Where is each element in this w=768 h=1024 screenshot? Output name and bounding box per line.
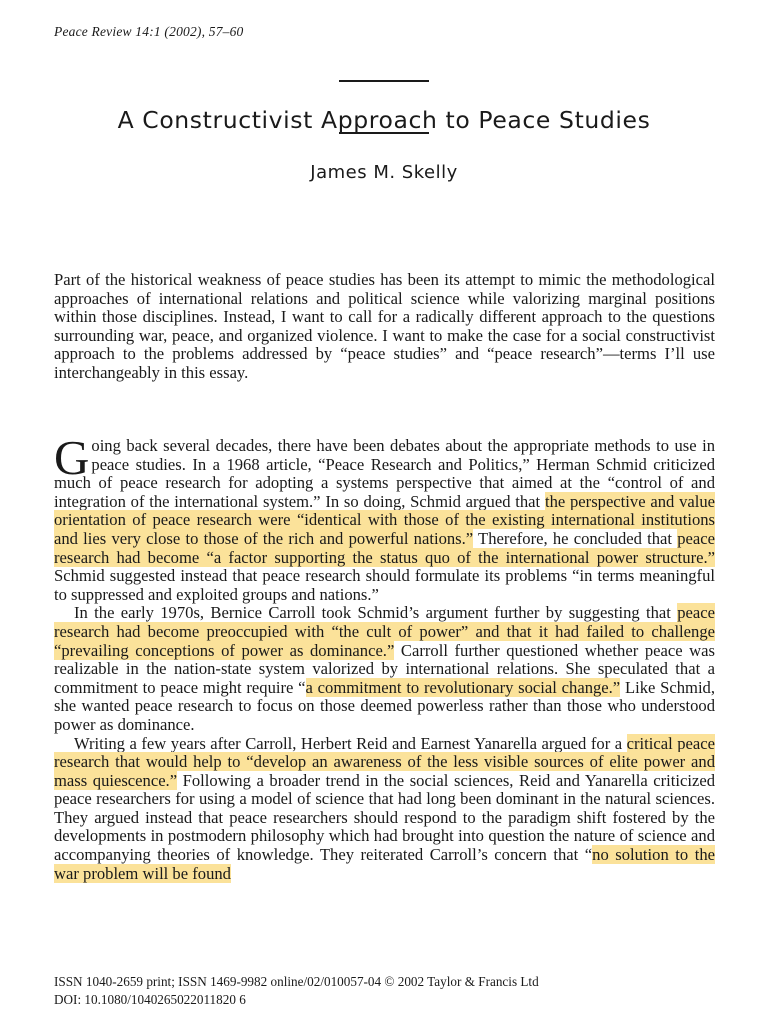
highlighted-text: peace research had become preoccupied with “the cult of power” and that it had failed to challenge “prevailing conceptions of power as dominance.” [54, 603, 715, 660]
highlighted-text: the perspective and value orientation of peace research were “identical with those of the existing international institutions and lies very close to those of the rich and powerful nations.” [54, 491, 716, 548]
title-rule-top [339, 80, 429, 82]
issn-line: ISSN 1040-2659 print; ISSN 1469-9982 online/02/010057-04 © 2002 Taylor & Francis Ltd [54, 974, 539, 989]
drop-cap: G [54, 430, 90, 485]
body-paragraph [54, 430, 716, 604]
abstract-paragraph: Part of the historical weakness of peace studies has been its attempt to mimic the methodological approaches of international relations and political science while valorizing marginal positions within those disciplines. Instead, I want to call for a radically different approach to the questions surrounding war, peace, and organized violence. I want to make the case for a social constructivist approach to the problems addressed by “peace studies” and “peace research”—terms I’ll use interchangeably in this essay. [54, 270, 715, 382]
author-name: James M. Skelly [310, 162, 458, 183]
highlighted-text: a commitment to revolutionary social change.” [305, 677, 621, 697]
footer [54, 973, 539, 1009]
text-segment: Writing a few years after Carroll, Herbert Reid and Earnest Yanarella argued for a [74, 733, 627, 753]
text-segment: Schmid suggested instead that peace research should formulate its problems “in terms meaningful to suppressed and exploited groups and nations.” [54, 566, 715, 604]
body-paragraph [54, 735, 715, 884]
abstract-section [54, 271, 715, 383]
highlighted-text: critical peace research that would help to “develop an awareness of the less visible sources of elite power and mass quiescence.” [54, 733, 715, 790]
highlighted-text: peace research had become “a factor supporting the status quo of the international power structure.” [54, 528, 715, 567]
text-segment: Like Schmid, she wanted peace research to focus on those deemed powerless rather than those who understood power as dominance. [54, 677, 715, 734]
main-body [54, 430, 716, 883]
highlighted-text: no solution to the war problem will be found [54, 845, 715, 883]
title-rule-bottom [339, 132, 429, 134]
body-paragraph [54, 604, 715, 734]
article-title: A Constructivist Approach to Peace Studies [117, 105, 651, 134]
text-segment: In the early 1970s, Bernice Carroll took Schmid’s argument further by suggesting that [74, 603, 678, 623]
doi-line: DOI: 10.1080/1040265022011820 6 [54, 992, 246, 1007]
text-segment: oing back several decades, there have been debates about the appropriate methods to use in peace studies. In a 1968 article, “Peace Research and Politics,” Herman Schmid criticized much of peace research for adopting a systems perspective that aimed at the “control of and integration of the international system.” In so doing, Schmid argued that [54, 436, 715, 511]
journal-reference: Peace Review 14:1 (2002), 57–60 [54, 24, 244, 39]
text-segment: Carroll further questioned whether peace was realizable in the nation-state system valorized by international relations. She speculated that a commitment to peace might require “ [54, 640, 715, 697]
text-segment: Following a broader trend in the social sciences, Reid and Yanarella criticized peace researchers for using a model of science that had long been dominant in the natural sciences. They argued instead that peace researchers should respond to the paradigm shift fostered by the developments in postmodern philosophy which had brought into question the nature of science and accompanying theories of knowledge. They reiterated Carroll’s concern that “ [54, 770, 715, 865]
text-segment: Therefore, he concluded that [473, 528, 678, 548]
